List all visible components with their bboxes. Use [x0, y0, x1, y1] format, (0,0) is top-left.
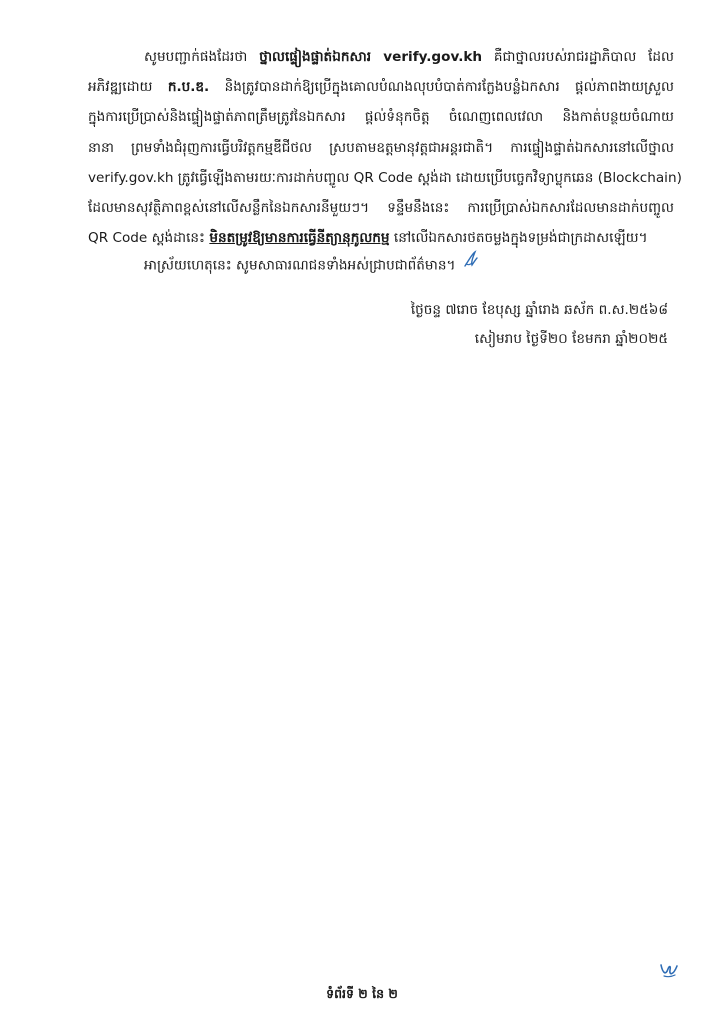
handwritten-initial-icon — [463, 250, 479, 281]
body-line: នានា ព្រមទាំងជំរុញការធ្វើបរិវត្តកម្មឌីជីថល ស្របតាមឧត្តមានុវត្តជាអន្តរជាតិ។ ការផ្ទៀងផ្ទាត់ឯកសារនៅលើថ្នាល — [88, 139, 674, 156]
emphasis-underlined: មិនតម្រូវឱ្យមានការធ្វើនីត្យានុកូលកម្ម — [209, 230, 390, 247]
body-line: ដែលមានសុវត្ថិភាពខ្ពស់នៅលើសន្លឹកនៃឯកសារនីមួយៗ។ ទន្ទឹមនឹងនេះ ការប្រើប្រាស់ឯកសារដែលមានដាក់បញ្ចូល — [88, 200, 674, 217]
body-line: QR Code ស្តង់ដានេះ មិនតម្រូវឱ្យមានការធ្វើនីត្យានុកូលកម្ម នៅលើឯកសារថតចម្លងក្នុងទម្រង់ជាក្រដាសឡើយ។ — [88, 230, 648, 247]
body-line: អភិវឌ្ឍដោយ ក.ប.ឌ. និងត្រូវបានដាក់ឱ្យប្រើក្នុងគោលបំណងលុបបំបាត់ការក្លែងបន្លំឯកសារ ផ្តល់ភាពងាយស្រួល — [88, 79, 674, 96]
lunar-date: ថ្ងៃចន្ទ ៧រោច ខែបុស្ស ឆ្នាំរោង ឆស័ក ព.ស.២៥៦៨ — [410, 302, 668, 318]
body-line: ក្នុងការប្រើប្រាស់និងផ្ទៀងផ្ទាត់ភាពត្រឹមត្រូវនៃឯកសារ ផ្តល់ទំនុកចិត្ត ចំណេញពេលវេលា និងកាត់បន្ថយចំណាយ — [88, 109, 674, 126]
developer-abbrev: ក.ប.ឌ. — [167, 79, 210, 96]
body-line: verify.gov.kh ត្រូវធ្វើឡើងតាមរយៈការដាក់បញ្ចូល QR Code ស្តង់ដា ដោយប្រើបច្ចេកវិទ្យាប្លុកឆេន (Blockchain) — [88, 169, 682, 186]
place-and-solar-date: សៀមរាប ថ្ងៃទី២០ ខែមករា ឆ្នាំ២០២៥ — [474, 331, 668, 347]
closing-text: អាស្រ័យហេតុនេះ សូមសាធារណជនទាំងអស់ជ្រាបជាព័ត៌មាន។ — [144, 257, 456, 274]
handwritten-initial-icon — [658, 960, 680, 984]
date-block — [411, 296, 668, 354]
body-paragraph — [88, 42, 682, 253]
closing-statement — [144, 250, 479, 281]
page-number: ទំព័រទី ២ នៃ ២ — [326, 986, 398, 1001]
body-line: សូមបញ្ជាក់ផងដែរថា ថ្នាលផ្ទៀងផ្ទាត់ឯកសារ verify.gov.kh គឺជាថ្នាលរបស់រាជរដ្ឋាភិបាល ដែល — [144, 49, 674, 65]
platform-name: ថ្នាលផ្ទៀងផ្ទាត់ឯកសារ verify.gov.kh — [259, 49, 483, 65]
